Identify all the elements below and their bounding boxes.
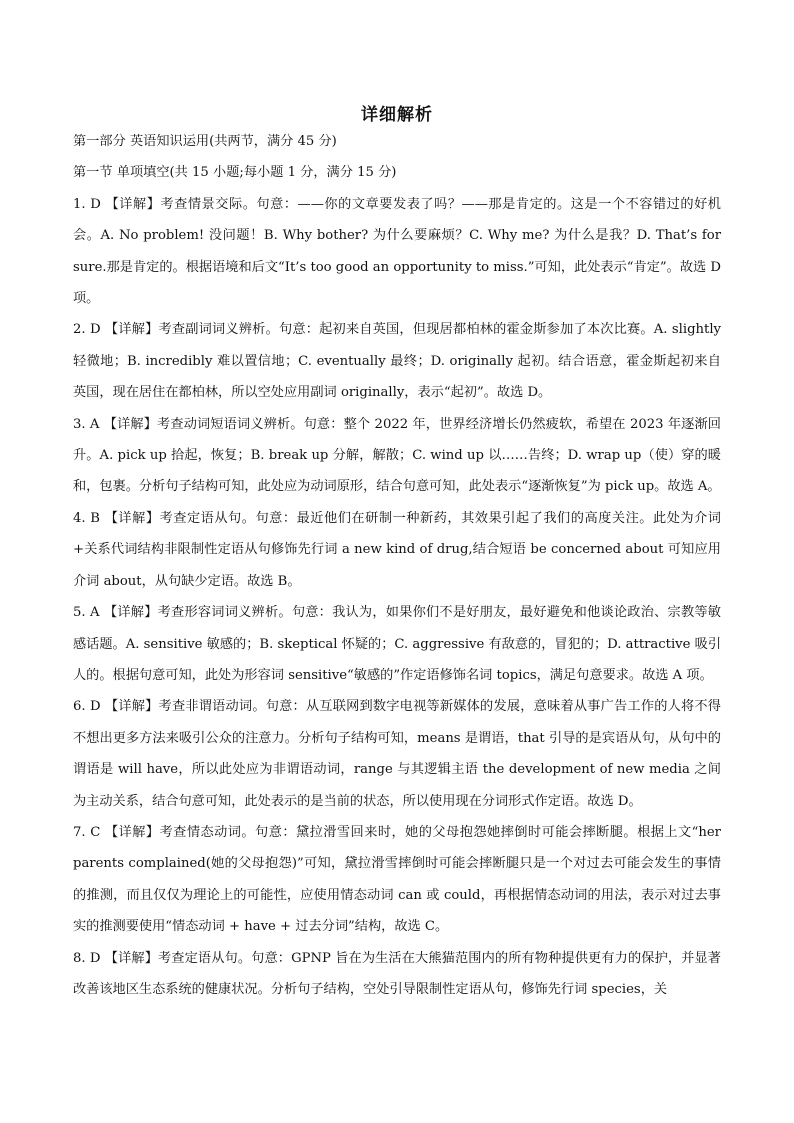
section-heading: 第一节 单项填空(共 15 小题;每小题 1 分，满分 15 分) bbox=[73, 165, 397, 181]
answer-item-2: 2. D 【详解】考查副词词义辨析。句意：起初来自英国，但现居都柏林的霍金斯参加了本次比赛。A. slightly 轻微地；B. incredibly 难以置信地；C. eventually 最终；D. originally 起初。结合语意，霍金斯起初来自英国，现在居住在都柏林，所以空处应用副词 originally，表示“起初”。故选 D。 bbox=[73, 322, 721, 401]
answer-item-4: 4. B 【详解】考查定语从句。句意：最近他们在研制一种新药，其效果引起了我们的高度关注。此处为介词+关系代词结构非限制性定语从句修饰先行词 a new kind of drug,结合短语 be concerned about 可知应用介词 about，从句缺少定语。故选 B。 bbox=[73, 510, 721, 589]
answer-item-5: 5. A 【详解】考查形容词词义辨析。句意：我认为，如果你们不是好朋友，最好避免和他谈论政治、宗教等敏感话题。A. sensitive 敏感的；B. skeptical 怀疑的；C. aggressive 有敌意的，冒犯的；D. attractive 吸引人的。根据句意可知，此处为形容词 sensitive“敏感的”作定语修饰名词 topics，满足句意要求。故选 A 项。 bbox=[73, 605, 722, 683]
answer-item-3: 3. A 【详解】考查动词短语词义辨析。句意：整个 2022 年，世界经济增长仍然疲软，希望在 2023 年逐渐回升。A. pick up 拾起，恢复；B. break up 分解，解散；C. wind up 以……告终；D. wrap up（使）穿的暖和，包裹。分析句子结构可知，此处应为动词原形，结合句意可知，此处表示“逐渐恢复”为 pick up。故选 A。 bbox=[73, 416, 721, 495]
answer-item-6: 6. D 【详解】考查非谓语动词。句意：从互联网到数字电视等新媒体的发展，意味着从事广告工作的人将不得不想出更多方法来吸引公众的注意力。分析句子结构可知，means 是谓语，that 引导的是宾语从句，从句中的谓语是 will have，所以此处应为非谓语动词，range 与其逻辑主语 the development of new media 之间为主动关系，结合句意可知，此处表示的是当前的状态，所以使用现在分词形式作定语。故选 D。 bbox=[73, 699, 721, 809]
answer-explanations bbox=[73, 126, 721, 1005]
answer-item-8: 8. D 【详解】考查定语从句。句意：GPNP 旨在为生活在大熊猫范围内的所有物种提供更有力的保护，并显著改善该地区生态系统的健康状况。分析句子结构，空处引导限制性定语从句，修饰先行词 species，关 bbox=[73, 950, 721, 997]
answer-item-7: 7. C 【详解】考查情态动词。句意：黛拉滑雪回来时，她的父母抱怨她摔倒时可能会摔断腿。根据上文“her parents complained(她的父母抱怨)”可知，黛拉滑雪摔倒时可能会摔断腿只是一个对过去可能会发生的事情的推测，而且仅仅为理论上的可能性，应使用情态动词 can 或 could，再根据情态动词的用法，表示对过去事实的推测要使用“情态动词 + have + 过去分词”结构，故选 C。 bbox=[73, 824, 721, 935]
part-heading: 第一部分 英语知识运用(共两节，满分 45 分) bbox=[73, 134, 337, 149]
answer-item-1: 1. D 【详解】考查情景交际。句意：——你的文章要发表了吗？——那是肯定的。这是一个不容错过的好机会。A. No problem! 没问题！B. Why bother? 为什么要麻烦？C. Why me? 为什么是我？D. That’s for sure.那是肯定的。根据语境和后文“It’s too good an opportunity to miss.”可知，此处表示“肯定”。故选 D 项。 bbox=[73, 196, 721, 307]
page-title: 详细解析 bbox=[361, 105, 433, 125]
